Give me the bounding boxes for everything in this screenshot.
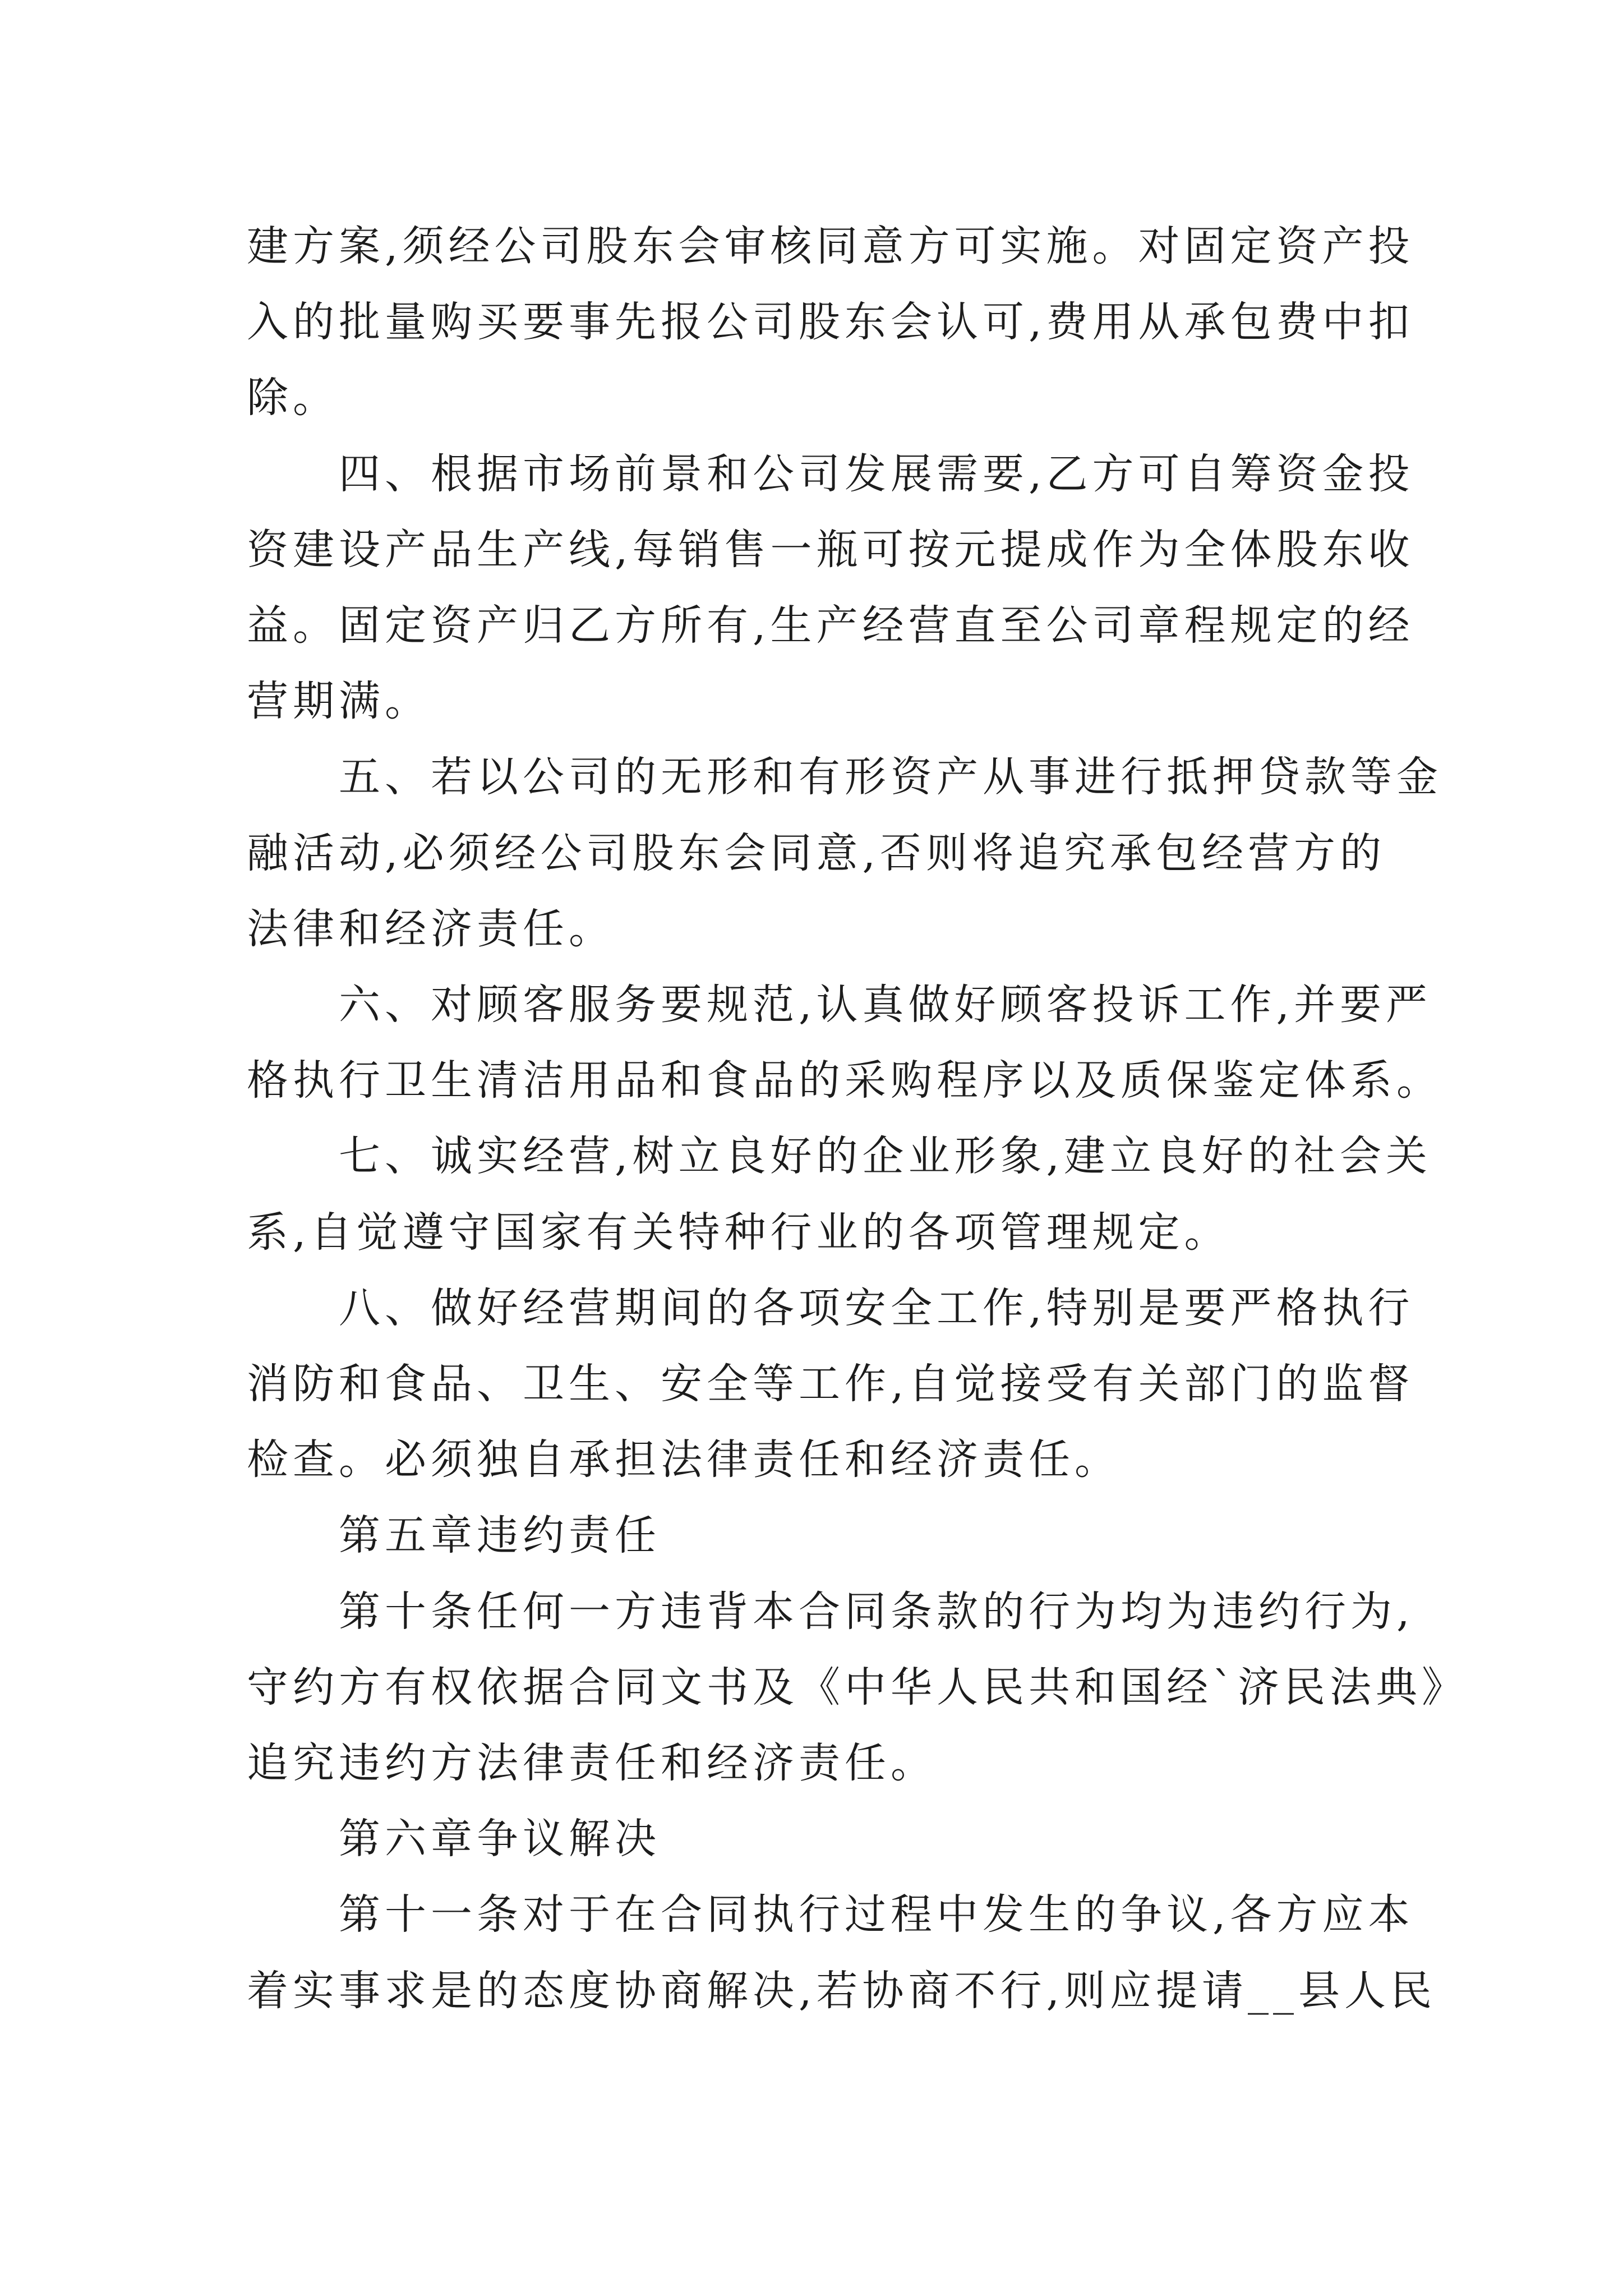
- text-line: 四、根据市场前景和公司发展需要,乙方可自筹资金投: [247, 449, 1414, 498]
- text-line: 入的批量购买要事先报公司股东会认可,费用从承包费中扣: [247, 298, 1414, 347]
- document-body: [247, 209, 1468, 2029]
- chapter-heading: 第五章违约责任: [247, 1511, 661, 1560]
- text-line: 六、对顾客服务要规范,认真做好顾客投诉工作,并要严: [247, 981, 1432, 1029]
- text-line: 融活动,必须经公司股东会同意,否则将追究承包经营方的: [247, 829, 1386, 877]
- text-line: 除。: [247, 374, 339, 422]
- text-line: 追究违约方法律责任和经济责任。: [247, 1739, 937, 1788]
- text-line: 七、诚实经营,树立良好的企业形象,建立良好的社会关: [247, 1132, 1432, 1181]
- text-line: 着实事求是的态度协商解决,若协商不行,则应提请__县人民: [247, 1966, 1437, 2015]
- text-line: 格执行卫生清洁用品和食品的采购程序以及质保鉴定体系。: [247, 1056, 1442, 1105]
- text-line: 八、做好经营期间的各项安全工作,特别是要严格执行: [247, 1283, 1414, 1332]
- text-line: 第十条任何一方违背本合同条款的行为均为违约行为,: [247, 1587, 1414, 1636]
- text-line: 益。固定资产归乙方所有,生产经营直至公司章程规定的经: [247, 601, 1414, 650]
- text-line: 法律和经济责任。: [247, 904, 615, 953]
- text-line: 消防和食品、卫生、安全等工作,自觉接受有关部门的监督: [247, 1360, 1414, 1409]
- text-line: 建方案,须经公司股东会审核同意方可实施。对固定资产投: [247, 222, 1414, 270]
- text-line: 系,自觉遵守国家有关特种行业的各项管理规定。: [247, 1208, 1230, 1257]
- text-line: 检查。必须独自承担法律责任和经济责任。: [247, 1435, 1121, 1484]
- text-line: 五、若以公司的无形和有形资产从事进行抵押贷款等金: [247, 753, 1442, 802]
- text-line: 第十一条对于在合同执行过程中发生的争议,各方应本: [247, 1890, 1414, 1939]
- text-line: 营期满。: [247, 677, 431, 726]
- text-line: 守约方有权依据合同文书及《中华人民共和国经`济民法典》: [247, 1663, 1468, 1711]
- chapter-heading: 第六章争议解决: [247, 1815, 661, 1864]
- text-line: 资建设产品生产线,每销售一瓶可按元提成作为全体股东收: [247, 525, 1414, 574]
